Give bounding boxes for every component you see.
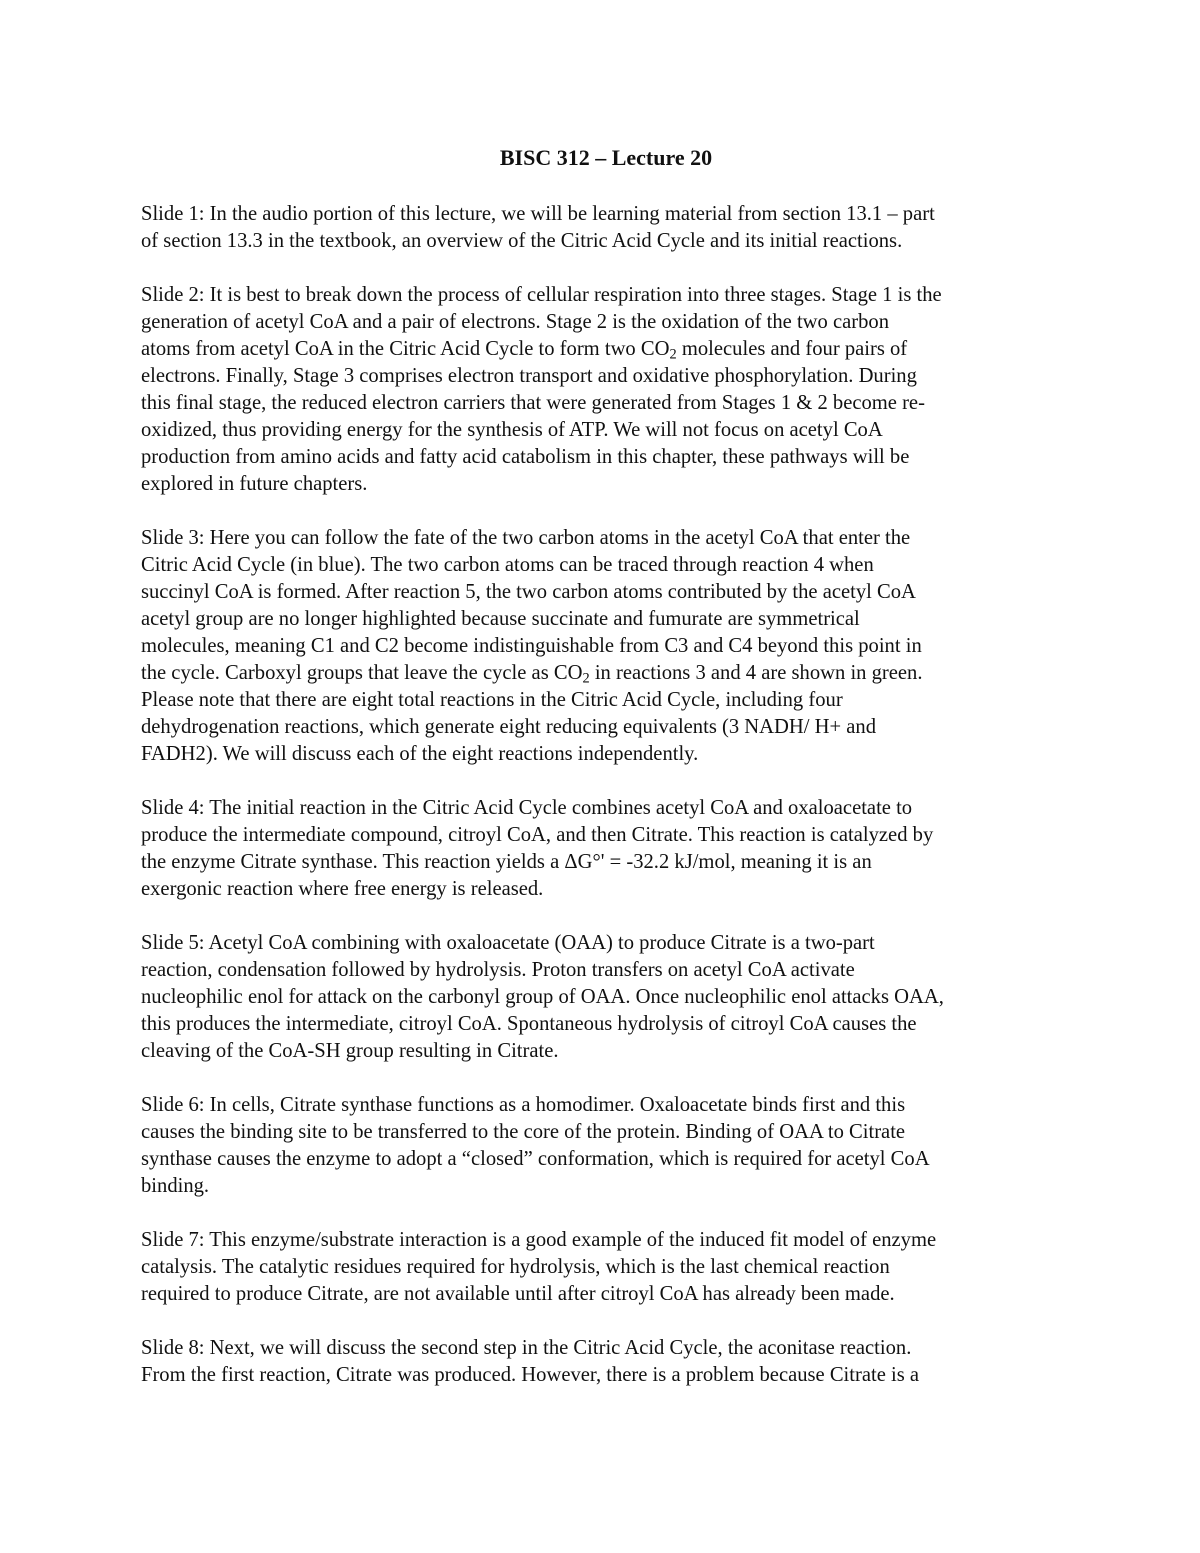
text-run: molecules and four pairs of (676, 338, 908, 360)
slide-paragraph (141, 525, 1071, 768)
text-line (141, 957, 1071, 984)
slide-paragraph (141, 282, 1071, 498)
text-run: causes the binding site to be transferred to the core of the protein. Binding of OAA to Citrate (141, 1121, 906, 1143)
slide-paragraph (141, 1092, 1071, 1200)
subscript-text: 2 (582, 670, 590, 687)
text-line (141, 444, 1071, 471)
text-line (141, 525, 1071, 552)
document-page (141, 143, 1071, 1416)
text-run: dehydrogenation reactions, which generate eight reducing equivalents (3 NADH/ H+ and (141, 716, 877, 738)
text-run: molecules, meaning C1 and C2 become indistinguishable from C3 and C4 beyond this point in (141, 635, 922, 657)
text-run: this produces the intermediate, citroyl CoA. Spontaneous hydrolysis of citroyl CoA causes the (141, 1013, 917, 1035)
text-run: the enzyme Citrate synthase. This reaction yields a ΔG°' = -32.2 kJ/mol, meaning it is an (141, 851, 872, 873)
text-run: Citric Acid Cycle (in blue). The two carbon atoms can be traced through reaction 4 when (141, 554, 874, 576)
slide-paragraph (141, 1335, 1071, 1389)
text-line (141, 228, 1071, 255)
text-run: Slide 8: Next, we will discuss the second step in the Citric Acid Cycle, the aconitase reaction. (141, 1337, 912, 1359)
slide-paragraph (141, 930, 1071, 1065)
text-line (141, 1173, 1071, 1200)
text-run: succinyl CoA is formed. After reaction 5, the two carbon atoms contributed by the acetyl CoA (141, 581, 916, 603)
text-run: synthase causes the enzyme to adopt a “closed” conformation, which is required for acetyl CoA (141, 1148, 930, 1170)
text-line (141, 849, 1071, 876)
text-run: Please note that there are eight total reactions in the Citric Acid Cycle, including four (141, 689, 843, 711)
text-line (141, 336, 1071, 363)
text-run: Slide 3: Here you can follow the fate of the two carbon atoms in the acetyl CoA that enter the (141, 527, 911, 549)
text-run: Slide 1: In the audio portion of this lecture, we will be learning material from section 13.1 – part (141, 203, 935, 225)
slide-paragraph (141, 795, 1071, 903)
text-run: atoms from acetyl CoA in the Citric Acid Cycle to form two CO (141, 338, 670, 360)
text-run: produce the intermediate compound, citroyl CoA, and then Citrate. This reaction is catalyzed by (141, 824, 934, 846)
text-run: Slide 7: This enzyme/substrate interaction is a good example of the induced fit model of enzyme (141, 1229, 937, 1251)
text-run: required to produce Citrate, are not available until after citroyl CoA has already been made. (141, 1283, 895, 1305)
text-run: production from amino acids and fatty acid catabolism in this chapter, these pathways will be (141, 446, 910, 468)
text-line (141, 1038, 1071, 1065)
text-run: Slide 2: It is best to break down the process of cellular respiration into three stages. Stage 1 is the (141, 284, 942, 306)
text-line (141, 1011, 1071, 1038)
text-run: generation of acetyl CoA and a pair of electrons. Stage 2 is the oxidation of the two carbon (141, 311, 890, 333)
text-line (141, 390, 1071, 417)
text-run: catalysis. The catalytic residues required for hydrolysis, which is the last chemical reaction (141, 1256, 890, 1278)
text-line (141, 1362, 1071, 1389)
text-run: From the first reaction, Citrate was produced. However, there is a problem because Citrate is a (141, 1364, 920, 1386)
text-run: reaction, condensation followed by hydrolysis. Proton transfers on acetyl CoA activate (141, 959, 855, 981)
text-line (141, 714, 1071, 741)
text-line (141, 687, 1071, 714)
text-line (141, 309, 1071, 336)
text-line (141, 1281, 1071, 1308)
text-line (141, 1092, 1071, 1119)
text-run: Slide 5: Acetyl CoA combining with oxaloacetate (OAA) to produce Citrate is a two-part (141, 932, 875, 954)
text-line (141, 930, 1071, 957)
text-line (141, 363, 1071, 390)
text-line (141, 1254, 1071, 1281)
text-line (141, 282, 1071, 309)
text-run: this final stage, the reduced electron carriers that were generated from Stages 1 & 2 become re- (141, 392, 925, 414)
text-run: nucleophilic enol for attack on the carbonyl group of OAA. Once nucleophilic enol attacks OAA, (141, 986, 944, 1008)
text-line (141, 579, 1071, 606)
text-line (141, 795, 1071, 822)
text-line (141, 1227, 1071, 1254)
subscript-text: 2 (669, 346, 677, 363)
text-line (141, 660, 1071, 687)
text-line (141, 552, 1071, 579)
text-line (141, 741, 1071, 768)
text-line (141, 1335, 1071, 1362)
slide-paragraph (141, 1227, 1071, 1308)
text-line (141, 822, 1071, 849)
text-run: electrons. Finally, Stage 3 comprises electron transport and oxidative phosphorylation. During (141, 365, 917, 387)
text-run: binding. (141, 1175, 210, 1197)
text-run: FADH2). We will discuss each of the eight reactions independently. (141, 743, 699, 765)
document-body (141, 201, 1071, 1389)
text-line (141, 633, 1071, 660)
document-title: BISC 312 – Lecture 20 (499, 145, 713, 170)
text-line (141, 1146, 1071, 1173)
text-line (141, 417, 1071, 444)
text-line (141, 1119, 1071, 1146)
text-line (141, 606, 1071, 633)
text-run: Slide 4: The initial reaction in the Citric Acid Cycle combines acetyl CoA and oxaloacetate to (141, 797, 913, 819)
text-run: the cycle. Carboxyl groups that leave the cycle as CO (141, 662, 583, 684)
text-run: in reactions 3 and 4 are shown in green. (589, 662, 923, 684)
text-line (141, 471, 1071, 498)
text-run: exergonic reaction where free energy is released. (141, 878, 544, 900)
text-run: of section 13.3 in the textbook, an overview of the Citric Acid Cycle and its initial reactions. (141, 230, 903, 252)
text-line (141, 201, 1071, 228)
text-run: oxidized, thus providing energy for the synthesis of ATP. We will not focus on acetyl CoA (141, 419, 883, 441)
text-line (141, 984, 1071, 1011)
slide-paragraph (141, 201, 1071, 255)
text-line (141, 876, 1071, 903)
text-run: explored in future chapters. (141, 473, 368, 495)
text-run: Slide 6: In cells, Citrate synthase functions as a homodimer. Oxaloacetate binds first and this (141, 1094, 906, 1116)
text-run: acetyl group are no longer highlighted because succinate and fumurate are symmetrical (141, 608, 860, 630)
text-run: cleaving of the CoA-SH group resulting in Citrate. (141, 1040, 559, 1062)
